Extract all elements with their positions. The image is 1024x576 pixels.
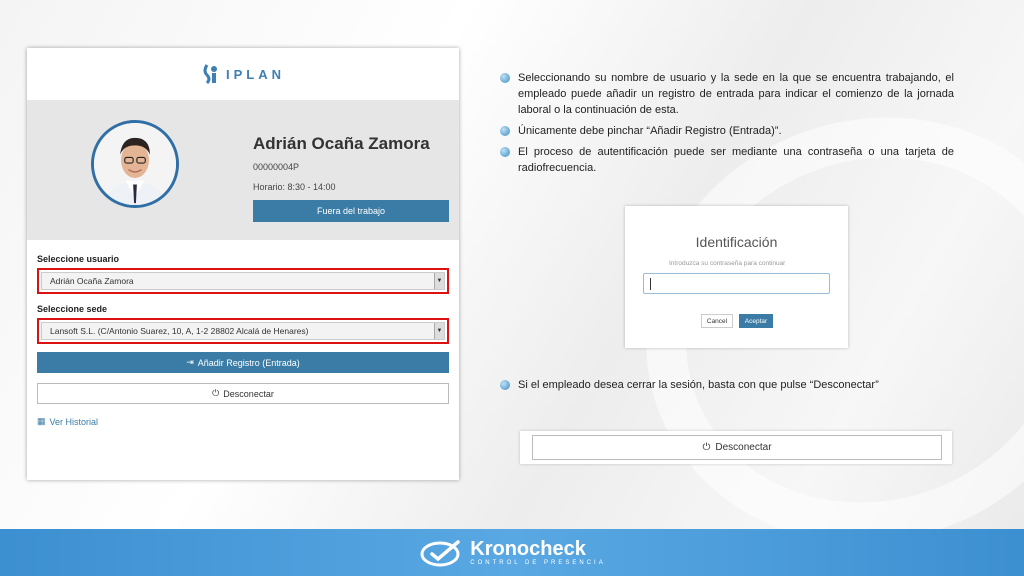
history-label: Ver Historial bbox=[49, 416, 99, 427]
user-select-label: Seleccione usuario bbox=[37, 254, 120, 264]
avatar bbox=[91, 120, 179, 208]
bullet-item bbox=[500, 377, 954, 393]
app-header bbox=[27, 48, 459, 100]
disconnect-strip-label: Desconectar bbox=[715, 442, 772, 453]
bullet-item bbox=[500, 144, 954, 176]
power-icon: ⏻ bbox=[212, 388, 220, 398]
cancel-button[interactable]: Cancel bbox=[701, 314, 733, 328]
bullet-icon bbox=[500, 73, 510, 83]
bullet-text: Si el empleado desea cerrar la sesión, basta con que pulse “Desconectar” bbox=[518, 379, 879, 391]
disconnect-button[interactable] bbox=[37, 383, 449, 404]
add-entry-label: Añadir Registro (Entrada) bbox=[197, 357, 300, 368]
logo-text: IPLAN bbox=[226, 66, 285, 82]
iplan-logo bbox=[201, 63, 285, 85]
site-select[interactable] bbox=[41, 322, 445, 340]
bullet-item bbox=[500, 123, 954, 139]
user-select[interactable] bbox=[41, 272, 445, 290]
bullet-item bbox=[500, 70, 954, 118]
user-profile bbox=[27, 100, 459, 240]
bullet-icon bbox=[500, 380, 510, 390]
add-entry-button[interactable] bbox=[37, 352, 449, 373]
site-select-label: Seleccione sede bbox=[37, 304, 108, 314]
footer-bar bbox=[0, 529, 1024, 576]
power-icon: ⏻ bbox=[702, 442, 711, 453]
brand-name: Kronocheck bbox=[470, 537, 586, 560]
bullet-text: Únicamente debe pinchar “Añadir Registro (Entrada)”. bbox=[518, 125, 782, 137]
bullet-icon bbox=[500, 147, 510, 157]
brand-text bbox=[470, 539, 605, 567]
history-link[interactable] bbox=[37, 416, 449, 427]
site-select-highlight bbox=[37, 318, 449, 344]
profile-id: 00000004P bbox=[253, 162, 300, 172]
identification-dialog bbox=[625, 206, 848, 348]
kronocheck-logo bbox=[418, 538, 605, 568]
dropdown-arrow-icon[interactable]: ▼ bbox=[434, 273, 444, 289]
user-photo bbox=[94, 123, 176, 205]
registration-form bbox=[27, 240, 459, 427]
bullet-text: Seleccionando su nombre de usuario y la sede en la que se encuentra trabajando, el empleado puede añadir un registro de entrada para indicar el comienzo de la jornada laboral o la continuación de esta. bbox=[518, 72, 954, 116]
clock-check-icon bbox=[418, 538, 464, 568]
status-button[interactable]: Fuera del trabajo bbox=[253, 200, 449, 222]
brand-tagline: CONTROL DE PRESENCIA bbox=[470, 559, 606, 566]
user-select-highlight bbox=[37, 268, 449, 294]
site-select-value: Lansoft S.L. (C/Antonio Suarez, 10, A, 1-2 28802 Alcalá de Henares) bbox=[50, 326, 309, 336]
disconnect-label: Desconectar bbox=[223, 388, 274, 399]
dialog-subtitle: Introduzca su contraseña para continuar bbox=[669, 260, 786, 267]
disconnect-strip bbox=[520, 431, 952, 464]
calendar-icon: ▦ bbox=[37, 416, 46, 426]
text-caret bbox=[650, 278, 651, 290]
bullet-text: El proceso de autentificación puede ser mediante una contraseña o una tarjeta de radiofrecuencia. bbox=[518, 146, 954, 174]
dropdown-arrow-icon[interactable]: ▼ bbox=[434, 323, 444, 339]
disconnect-strip-button[interactable] bbox=[532, 435, 942, 460]
profile-name: Adrián Ocaña Zamora bbox=[253, 134, 430, 153]
sign-in-icon: ⇥ bbox=[186, 357, 194, 367]
dialog-title: Identificación bbox=[695, 234, 778, 250]
password-input[interactable] bbox=[643, 273, 830, 294]
profile-hours: Horario: 8:30 - 14:00 bbox=[253, 182, 336, 192]
bullet-list bbox=[500, 70, 954, 181]
app-panel bbox=[27, 48, 459, 480]
accept-button[interactable]: Aceptar bbox=[739, 314, 773, 328]
bullet-icon bbox=[500, 126, 510, 136]
user-select-value: Adrián Ocaña Zamora bbox=[50, 276, 134, 286]
iplan-logo-icon bbox=[201, 63, 221, 85]
